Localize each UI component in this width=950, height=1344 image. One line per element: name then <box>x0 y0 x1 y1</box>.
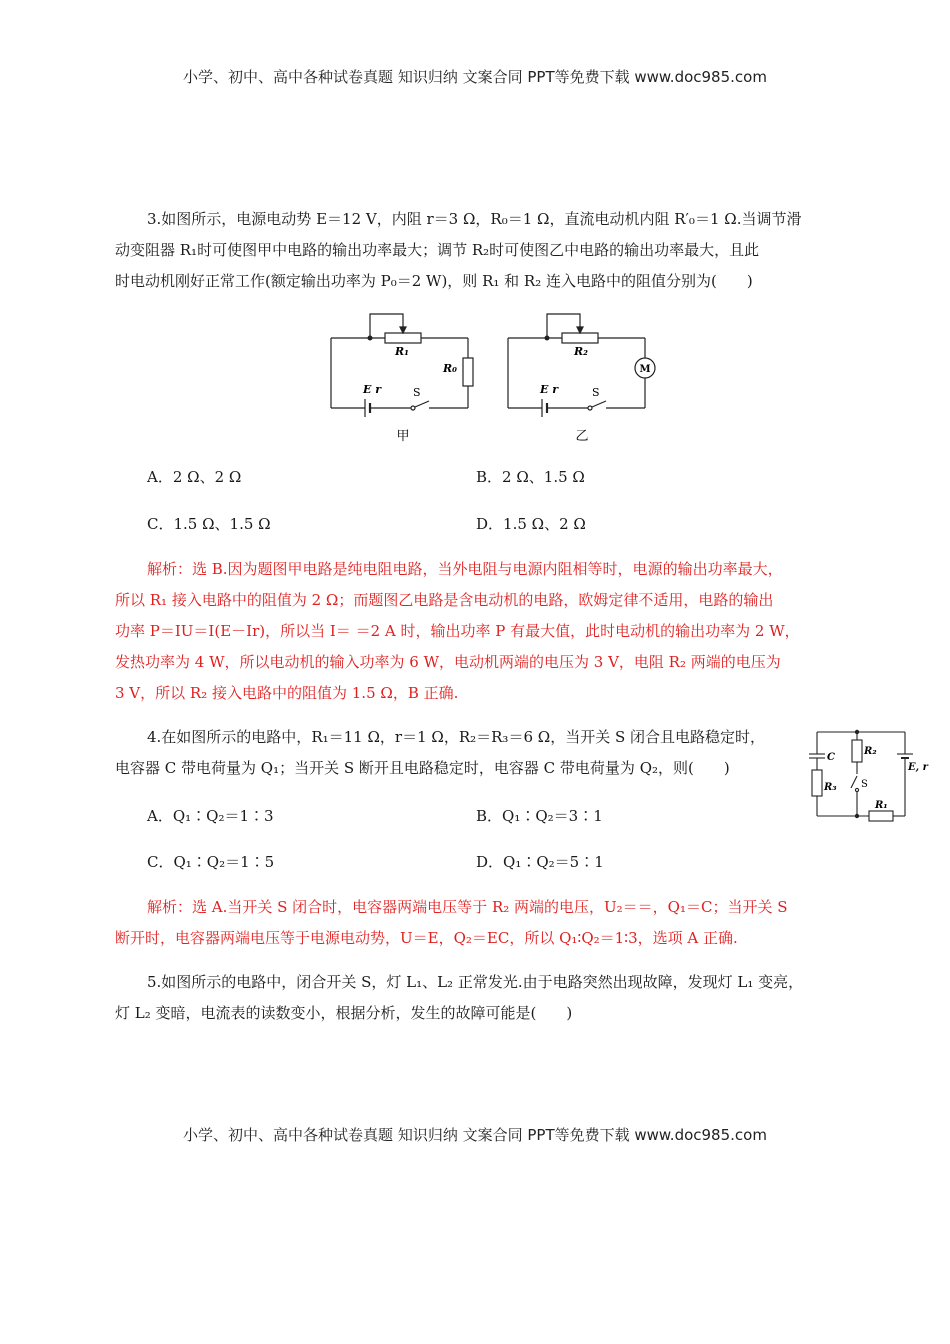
question-3-line: 3.如图所示，电源电动势 E＝12 V，内阻 r＝3 Ω，R₀＝1 Ω，直流电动机内阻 R′₀＝1 Ω.当调节滑 <box>147 210 802 228</box>
label-c: C <box>827 752 835 763</box>
label-r1: R₁ <box>395 345 409 358</box>
page-footer: 小学、初中、高中各种试卷真题 知识归纳 文案合同 PPT等免费下载 www.doc985.com <box>183 1126 767 1144</box>
circuit-figure-jia <box>325 308 480 452</box>
option-d[interactable]: D．Q₁∶Q₂＝5∶1 <box>476 853 604 871</box>
option-a[interactable]: A．Q₁∶Q₂＝1∶3 <box>147 807 274 825</box>
label-r1: R₁ <box>875 800 888 811</box>
question-5-line: 5.如图所示的电路中，闭合开关 S，灯 L₁、L₂ 正常发光.由于电路突然出现故障，发现灯 L₁ 变亮， <box>147 973 804 991</box>
analysis-line: 解析：选 A.当开关 S 闭合时，电容器两端电压等于 R₂ 两端的电压，U₂＝＝，Q₁＝C；当开关 S <box>147 898 788 916</box>
option-a[interactable]: A．2 Ω、2 Ω <box>147 468 242 486</box>
label-er: E, r <box>908 762 928 773</box>
analysis-line: 功率 P＝IU＝I(E－Ir)，所以当 I＝ ＝2 A 时，输出功率 P 有最大值，此时电动机的输出功率为 2 W， <box>115 622 800 640</box>
analysis-line: 解析：选 B.因为题图甲电路是纯电阻电路，当外电阻与电源内阻相等时，电源的输出功率最大， <box>147 560 783 578</box>
analysis-line: 所以 R₁ 接入电路中的阻值为 2 Ω；而题图乙电路是含电动机的电路，欧姆定律不适用，电路的输出 <box>115 591 774 609</box>
option-c[interactable]: C．Q₁∶Q₂＝1∶5 <box>147 853 275 871</box>
question-3-line: 时电动机刚好正常工作(额定输出功率为 P₀＝2 W)，则 R₁ 和 R₂ 连入电路中的阻值分别为( ) <box>115 272 753 290</box>
analysis-line: 发热功率为 4 W，所以电动机的输入功率为 6 W，电动机两端的电压为 3 V，电阻 R₂ 两端的电压为 <box>115 653 781 671</box>
question-3-line: 动变阻器 R₁时可使图甲中电路的输出功率最大；调节 R₂时可使图乙中电路的输出功率最大，且此 <box>115 241 760 259</box>
figure-caption: 乙 <box>575 429 589 444</box>
option-b[interactable]: B．Q₁∶Q₂＝3∶1 <box>476 807 603 825</box>
option-b[interactable]: B．2 Ω、1.5 Ω <box>476 468 585 486</box>
label-r2: R₂ <box>864 746 877 757</box>
question-3 <box>115 204 840 297</box>
circuit-figure-q4 <box>805 724 930 830</box>
label-switch: S <box>413 386 421 399</box>
circuit-figure-yi <box>502 308 662 452</box>
analysis-4 <box>115 892 840 954</box>
question-5 <box>115 967 840 1029</box>
analysis-line: 3 V，所以 R₂ 接入电路中的阻值为 1.5 Ω，B 正确. <box>115 684 459 702</box>
question-5-line: 灯 L₂ 变暗，电流表的读数变小，根据分析，发生的故障可能是( ) <box>115 1004 573 1022</box>
label-r0: R₀ <box>443 362 457 375</box>
option-d[interactable]: D．1.5 Ω、2 Ω <box>476 515 586 533</box>
analysis-line: 断开时，电容器两端电压等于电源电动势，U＝E，Q₂＝EC，所以 Q₁∶Q₂＝1∶3，选项 A 正确. <box>115 929 738 947</box>
motor-icon: M <box>639 364 651 375</box>
option-c[interactable]: C．1.5 Ω、1.5 Ω <box>147 515 271 533</box>
label-r3: R₃ <box>824 782 837 793</box>
question-4-line: 电容器 C 带电荷量为 Q₁；当开关 S 断开且电路稳定时，电容器 C 带电荷量为 Q₂，则( ) <box>115 759 730 777</box>
figure-caption: 甲 <box>396 429 410 444</box>
question-4 <box>115 722 805 784</box>
label-r2: R₂ <box>574 345 588 358</box>
label-switch: S <box>861 779 868 790</box>
question-4-line: 4.在如图所示的电路中，R₁＝11 Ω，r＝1 Ω，R₂＝R₃＝6 Ω，当开关 S 闭合且电路稳定时， <box>147 728 766 746</box>
label-er: E r <box>363 383 382 396</box>
analysis-3 <box>115 554 840 709</box>
label-er: E r <box>540 383 559 396</box>
label-switch: S <box>592 386 600 399</box>
page-header: 小学、初中、高中各种试卷真题 知识归纳 文案合同 PPT等免费下载 www.doc985.com <box>183 68 767 86</box>
